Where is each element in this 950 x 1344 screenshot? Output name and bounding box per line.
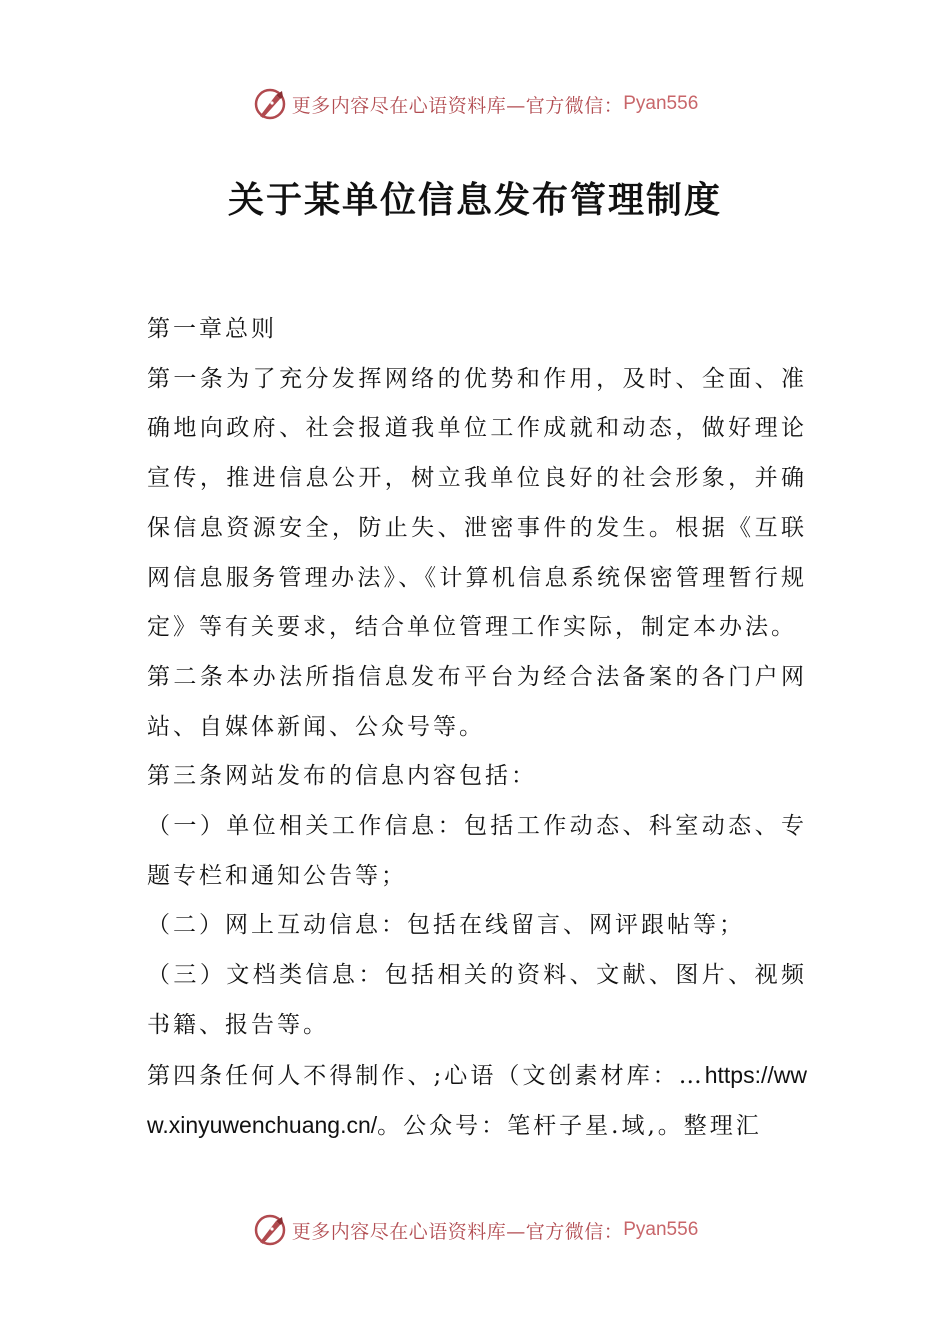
article-3-paragraph: 第三条网站发布的信息内容包括： bbox=[147, 763, 537, 790]
footer-watermark-banner bbox=[0, 1210, 950, 1250]
article-1-paragraph: 第一条为了充分发挥网络的优势和作用，及时、全面、准确地向政府、社会报道我单位工作成就和动态，做好理论宣传，推进信息公开，树立我单位良好的社会形象，并确保信息资源安全，防止失、泄密事件的发生。根据《互联网信息服务管理办法》、《计算机信息系统保密管理暂行规定》等有关要求，结合单位管理工作实际，制定本办法。 bbox=[147, 365, 807, 641]
article-4-prefix: 第四条任何人不得制作、;心语（文创素材库：… bbox=[147, 1062, 705, 1089]
article-4-paragraph bbox=[147, 1051, 807, 1152]
pen-nib-logo-icon bbox=[252, 1212, 288, 1248]
banner-wechat-id: Pyan556 bbox=[623, 93, 699, 114]
article-3-item-3: （三）文档类信息：包括相关的资料、文献、图片、视频书籍、报告等。 bbox=[147, 962, 807, 1038]
website-url: https://www.xinyuwenchuang.cn/ bbox=[147, 1061, 807, 1139]
article-3-item-2: （二）网上互动信息：包括在线留言、网评跟帖等； bbox=[147, 912, 745, 939]
pen-nib-logo-icon bbox=[252, 86, 288, 122]
chapter-heading: 第一章总则 bbox=[147, 316, 277, 342]
document-title: 关于某单位信息发布管理制度 bbox=[227, 179, 722, 221]
banner-brand-text: 更多内容尽在心语资料库—官方微信： bbox=[291, 94, 624, 117]
article-2-paragraph: 第二条本办法所指信息发布平台为经合法备案的各门户网站、自媒体新闻、公众号等。 bbox=[147, 663, 807, 740]
document-body bbox=[147, 305, 807, 1152]
article-4-suffix: 。公众号：笔杆子星.域,。整理汇 bbox=[377, 1113, 762, 1140]
header-watermark-banner bbox=[0, 84, 950, 124]
banner-wechat-id: Pyan556 bbox=[623, 1219, 699, 1240]
article-3-item-1: （一）单位相关工作信息：包括工作动态、科室动态、专题专栏和通知公告等； bbox=[147, 813, 807, 889]
banner-brand-text: 更多内容尽在心语资料库—官方微信： bbox=[291, 1220, 624, 1243]
